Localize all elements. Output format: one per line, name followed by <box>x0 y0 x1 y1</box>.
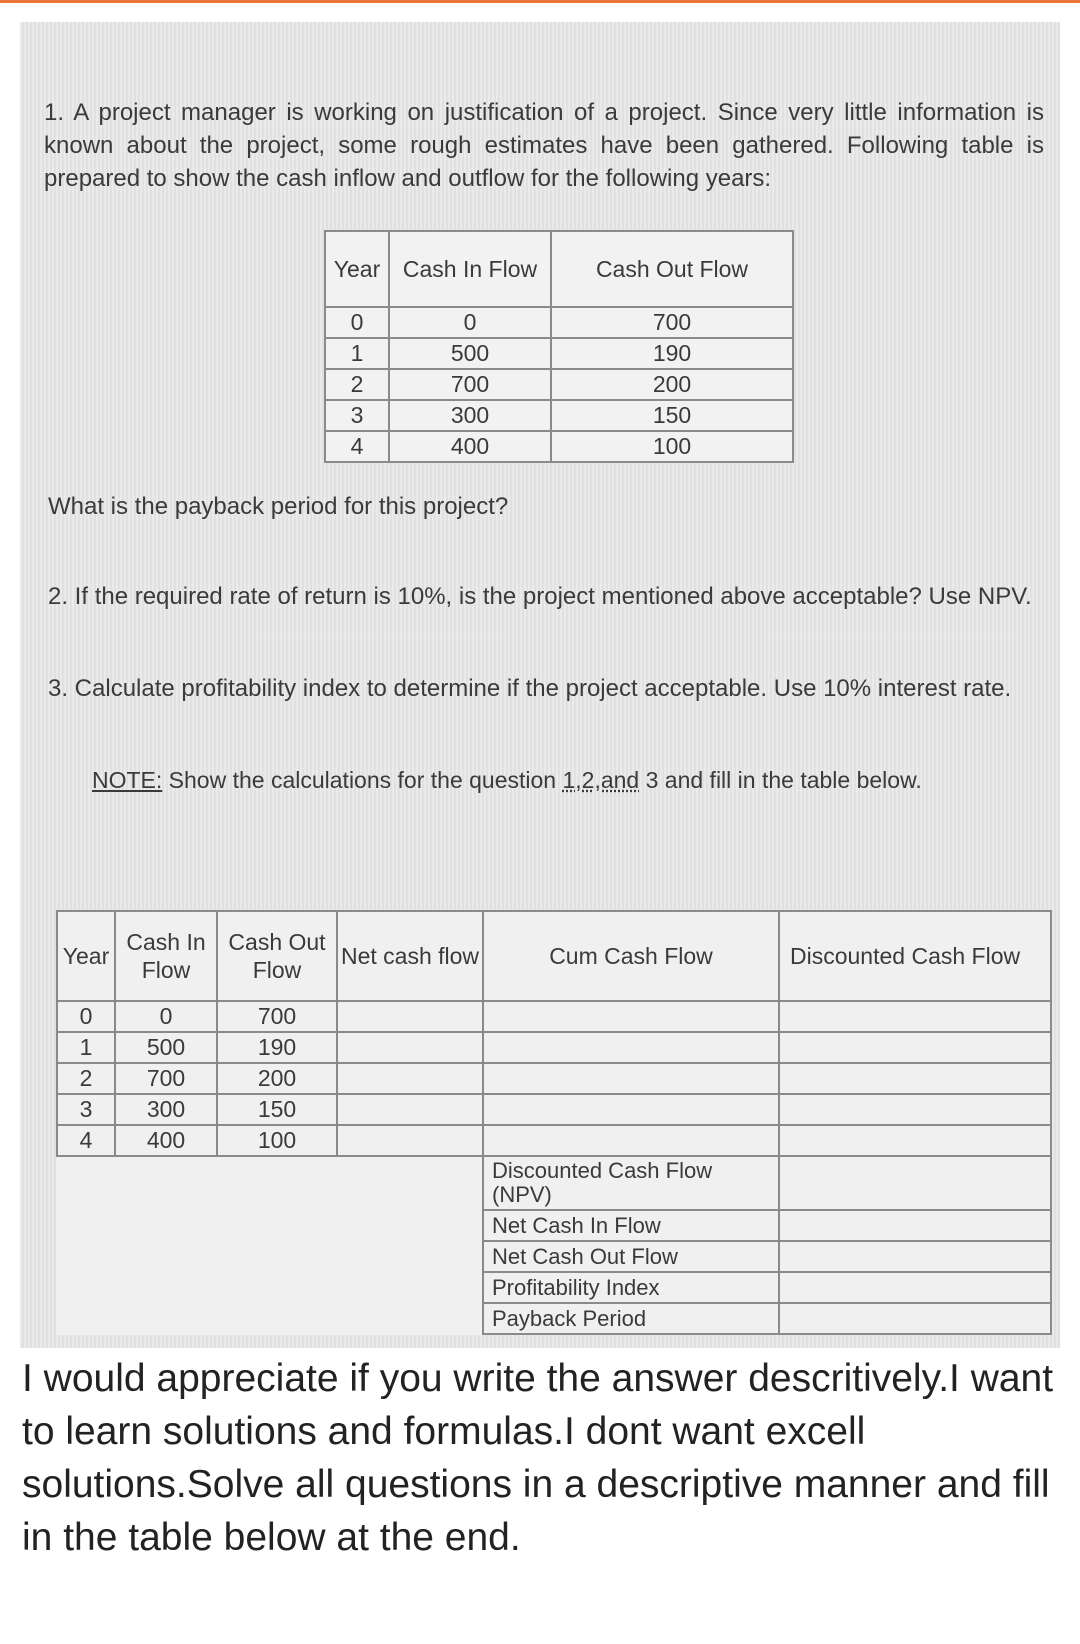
problem-intro: 1. A project manager is working on justification of a project. Since very little information is known about the project, some rough estimates have been gathered. Following table is prepared to show the cash inflow and outflow for the following years: <box>44 99 1044 192</box>
cell-year: 4 <box>57 1125 115 1156</box>
col-cash-in: Cash In Flow <box>389 231 551 307</box>
cell-net-cash <box>337 1032 483 1063</box>
cell-cash-in: 300 <box>389 400 551 431</box>
note-label: NOTE: <box>92 767 163 793</box>
cell-net-cash <box>337 1094 483 1125</box>
table-row <box>57 1001 1051 1032</box>
cell-year: 2 <box>325 369 389 400</box>
cell-cash-in: 400 <box>115 1125 217 1156</box>
cell-cash-out: 190 <box>551 338 793 369</box>
col-year: Year <box>325 231 389 307</box>
col-discounted: Discounted Cash Flow <box>779 911 1051 1001</box>
cell-year: 1 <box>57 1032 115 1063</box>
cell-cum-cash <box>483 1063 779 1094</box>
cell-discounted <box>779 1125 1051 1156</box>
table-row <box>57 1032 1051 1063</box>
cell-year: 1 <box>325 338 389 369</box>
cell-cash-out: 190 <box>217 1032 337 1063</box>
summary-row <box>57 1303 1051 1334</box>
col-net-cash: Net cash flow <box>337 911 483 1001</box>
cell-cash-out: 100 <box>551 431 793 462</box>
summary-value-net-cash-out <box>779 1241 1051 1272</box>
cell-cash-in: 400 <box>389 431 551 462</box>
table-row <box>57 1094 1051 1125</box>
summary-label-profitability-index: Profitability Index <box>483 1272 779 1303</box>
cash-flow-table <box>324 230 794 463</box>
cell-cum-cash <box>483 1125 779 1156</box>
cell-cash-out: 150 <box>551 400 793 431</box>
cell-net-cash <box>337 1063 483 1094</box>
table-row <box>57 1063 1051 1094</box>
col-cash-in: Cash In Flow <box>115 911 217 1001</box>
cell-year: 3 <box>325 400 389 431</box>
table-row <box>325 400 793 431</box>
cell-cash-out: 150 <box>217 1094 337 1125</box>
col-cash-out: Cash Out Flow <box>551 231 793 307</box>
cell-cash-out: 200 <box>551 369 793 400</box>
cell-cash-out: 700 <box>217 1001 337 1032</box>
col-cash-out: Cash Out Flow <box>217 911 337 1001</box>
summary-row <box>57 1272 1051 1303</box>
cell-cash-in: 700 <box>389 369 551 400</box>
table-row <box>57 1125 1051 1156</box>
cell-year: 4 <box>325 431 389 462</box>
summary-label-net-cash-in: Net Cash In Flow <box>483 1210 779 1241</box>
cell-year: 3 <box>57 1094 115 1125</box>
question-3-text: 3. Calculate profitability index to determine if the project acceptable. Use 10% interest rate. <box>48 675 1012 702</box>
cell-year: 0 <box>57 1001 115 1032</box>
cell-year: 2 <box>57 1063 115 1094</box>
note-body-b: 1,2,and <box>562 767 640 793</box>
col-cum-cash: Cum Cash Flow <box>483 911 779 1001</box>
cell-cash-in: 300 <box>115 1094 217 1125</box>
summary-value-payback <box>779 1303 1051 1334</box>
top-accent-bar <box>0 0 1080 3</box>
cell-cum-cash <box>483 1001 779 1032</box>
table-row <box>325 369 793 400</box>
cell-discounted <box>779 1094 1051 1125</box>
cell-discounted <box>779 1063 1051 1094</box>
cell-cash-in: 700 <box>115 1063 217 1094</box>
summary-label-npv: Discounted Cash Flow (NPV) <box>483 1156 779 1210</box>
summary-label-net-cash-out: Net Cash Out Flow <box>483 1241 779 1272</box>
table-row <box>325 338 793 369</box>
question-2-text: 2. If the required rate of return is 10%, is the project mentioned above acceptable? Use NPV. <box>48 583 1032 610</box>
cell-cash-in: 0 <box>389 307 551 338</box>
request-caption: I would appreciate if you write the answer descritively.I want to learn solutions and formulas.I dont want excell solutions.Solve all questions in a descriptive manner and fill in the table below at the end. <box>22 1357 1054 1559</box>
summary-row <box>57 1156 1051 1210</box>
cell-cum-cash <box>483 1094 779 1125</box>
note-text <box>92 765 922 795</box>
question-photo <box>20 22 1060 1348</box>
cell-cash-in: 500 <box>115 1032 217 1063</box>
cell-discounted <box>779 1001 1051 1032</box>
answer-table <box>56 910 1052 1335</box>
cell-cum-cash <box>483 1032 779 1063</box>
summary-row <box>57 1241 1051 1272</box>
summary-value-profitability-index <box>779 1272 1051 1303</box>
cell-cash-out: 200 <box>217 1063 337 1094</box>
table-row <box>325 431 793 462</box>
cell-cash-in: 0 <box>115 1001 217 1032</box>
cell-year: 0 <box>325 307 389 338</box>
cell-net-cash <box>337 1001 483 1032</box>
table-header-row <box>325 231 793 307</box>
cell-net-cash <box>337 1125 483 1156</box>
note-body-a: Show the calculations for the question <box>162 767 563 793</box>
cell-cash-out: 100 <box>217 1125 337 1156</box>
col-year: Year <box>57 911 115 1001</box>
summary-label-payback: Payback Period <box>483 1303 779 1334</box>
cell-cash-out: 700 <box>551 307 793 338</box>
summary-row <box>57 1210 1051 1241</box>
cell-discounted <box>779 1032 1051 1063</box>
cell-cash-in: 500 <box>389 338 551 369</box>
table-row <box>325 307 793 338</box>
note-body-c: 3 and fill in the table below. <box>639 767 922 793</box>
table-header-row <box>57 911 1051 1001</box>
summary-value-net-cash-in <box>779 1210 1051 1241</box>
question-1-text: What is the payback period for this project? <box>48 493 509 520</box>
summary-value-npv <box>779 1156 1051 1210</box>
